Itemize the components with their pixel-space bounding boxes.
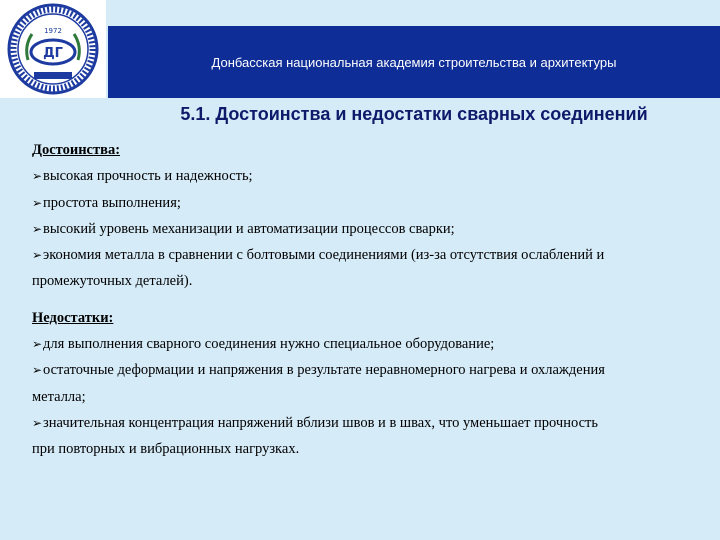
academy-name: Донбасская национальная академия строительства и архитектуры [211,55,617,70]
disadvantage-item-continuation: при повторных и вибрационных нагрузках. [32,441,300,458]
disadvantages-heading: Недостатки: [32,309,114,326]
slide-title: 5.1. Достоинства и недостатки сварных соединений [180,104,648,124]
logo-year: 1972 [44,27,62,35]
academy-logo [0,0,106,98]
arrow-bullet-icon: ➢ [32,221,43,236]
disadvantage-item: ➢значительная концентрация напряжений вблизи швов и в швах, что уменьшает прочность [32,410,692,436]
arrow-bullet-icon: ➢ [32,169,43,184]
advantage-item-continuation: промежуточных деталей). [32,273,193,290]
arrow-bullet-icon: ➢ [32,415,43,430]
disadvantage-item-continuation: металла; [32,388,86,405]
arrow-bullet-icon: ➢ [32,195,43,210]
logo-letters: ДГ [43,46,63,61]
slide-content [32,137,692,463]
advantages-heading: Достоинства: [32,142,121,158]
arrow-bullet-icon: ➢ [32,248,43,263]
arrow-bullet-icon: ➢ [32,337,43,352]
arrow-bullet-icon: ➢ [32,363,43,378]
academy-emblem-icon [4,2,102,96]
disadvantage-item: ➢для выполнения сварного соединения нужно специальное оборудование; [32,331,692,357]
advantage-item: ➢высокий уровень механизации и автоматизации процессов сварки; [32,216,692,242]
advantage-item: ➢высокая прочность и надежность; [32,163,692,189]
advantage-item: ➢экономия металла в сравнении с болтовыми соединениями (из-за отсутствия ослаблений и [32,242,692,268]
advantage-item: ➢простота выполнения; [32,190,692,216]
header-bar [108,26,720,98]
disadvantage-item: ➢остаточные деформации и напряжения в результате неравномерного нагрева и охлаждения [32,357,692,383]
